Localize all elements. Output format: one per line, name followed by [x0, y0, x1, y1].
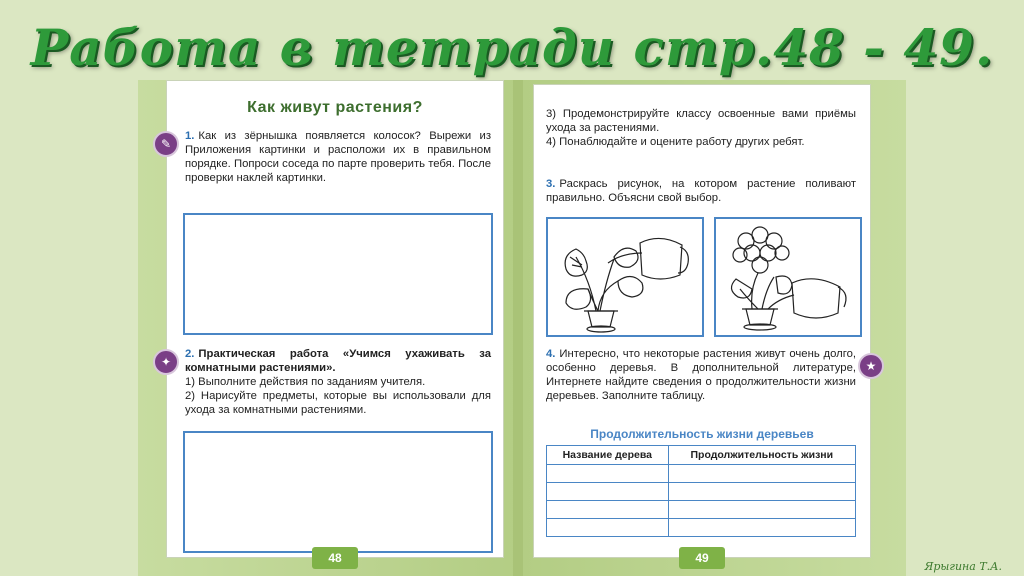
task-1-answer-box	[183, 213, 493, 335]
table-cell[interactable]	[668, 465, 855, 483]
lesson-heading: Как живут растения?	[247, 99, 423, 116]
task-4: 4. Интересно, что некоторые растения живут очень долго, особенно деревья. В дополнительной литературе, Интернете найдите сведения о продолжительности жизни деревьев. Заполните таблицу.	[546, 348, 856, 402]
stars-icon: ✦	[153, 349, 179, 375]
task-2-answer-box	[183, 431, 493, 553]
table-row	[547, 465, 856, 483]
task-2-step-3: 3) Продемонстрируйте классу освоенные вами приёмы ухода за растениями.	[546, 108, 856, 134]
task-2-title: Практическая работа «Учимся ухаживать за комнатными растениями».	[185, 348, 491, 374]
column-header-tree-name: Название дерева	[547, 446, 669, 465]
tree-lifespan-table	[546, 445, 856, 537]
plant-picture-right	[714, 217, 862, 337]
book-spine	[513, 80, 523, 576]
task-2-step-4: 4) Понаблюдайте и оцените работу других ребят.	[546, 136, 805, 148]
table-cell[interactable]	[547, 483, 669, 501]
star-icon: ★	[858, 353, 884, 379]
page-number-48: 48	[312, 547, 358, 569]
task-4-text: Интересно, что некоторые растения живут очень долго, особенно деревья. В дополнительной литературе, Интернете найдите сведения о продолжительности жизни деревьев. Заполните таблицу.	[546, 348, 856, 402]
workbook-spread	[138, 80, 906, 576]
table-cell[interactable]	[547, 519, 669, 537]
plant-watering-illustration-1	[548, 219, 702, 335]
task-2-continued	[546, 107, 856, 149]
task-3: 3. Раскрась рисунок, на котором растение поливают правильно. Объясни свой выбор.	[546, 178, 856, 204]
table-row	[547, 483, 856, 501]
table-cell[interactable]	[547, 501, 669, 519]
page-number-49: 49	[679, 547, 725, 569]
task-2-step-1: 1) Выполните действия по заданиям учителя.	[185, 376, 426, 388]
table-cell[interactable]	[547, 465, 669, 483]
task-1-text: Как из зёрнышка появляется колосок? Вырежи из Приложения картинки и расположи их в правильном порядке. Попроси соседа по парте проверить тебя. После проверки наклей картинки.	[185, 130, 491, 184]
column-header-lifespan: Продолжительность жизни	[668, 446, 855, 465]
task-2-step-2: 2) Нарисуйте предметы, которые вы использовали для ухода за комнатными растениями.	[185, 390, 491, 416]
table-cell[interactable]	[668, 519, 855, 537]
author-signature: Ярыгина Т.А.	[924, 560, 1002, 573]
table-cell[interactable]	[668, 501, 855, 519]
slide-title: Работа в тетради стр.48 - 49.	[30, 18, 994, 77]
plant-picture-left	[546, 217, 704, 337]
pencil-icon: ✎	[153, 131, 179, 157]
table-row	[547, 501, 856, 519]
task-2: 2. Практическая работа «Учимся ухаживать за комнатными растениями». 1) Выполните действия по заданиям учителя. 2) Нарисуйте предметы, которые вы использовали для ухода за комнатными растениями.	[185, 348, 491, 416]
table-row	[547, 519, 856, 537]
page-49	[533, 84, 877, 565]
plant-watering-illustration-2	[716, 219, 860, 335]
page-48	[160, 80, 504, 565]
table-caption: Продолжительность жизни деревьев	[590, 427, 814, 441]
table-cell[interactable]	[668, 483, 855, 501]
task-1: 1. Как из зёрнышка появляется колосок? Вырежи из Приложения картинки и расположи их в правильном порядке. Попроси соседа по парте проверить тебя. После проверки наклей картинки.	[185, 130, 491, 184]
task-3-text: Раскрась рисунок, на котором растение поливают правильно. Объясни свой выбор.	[546, 178, 856, 204]
